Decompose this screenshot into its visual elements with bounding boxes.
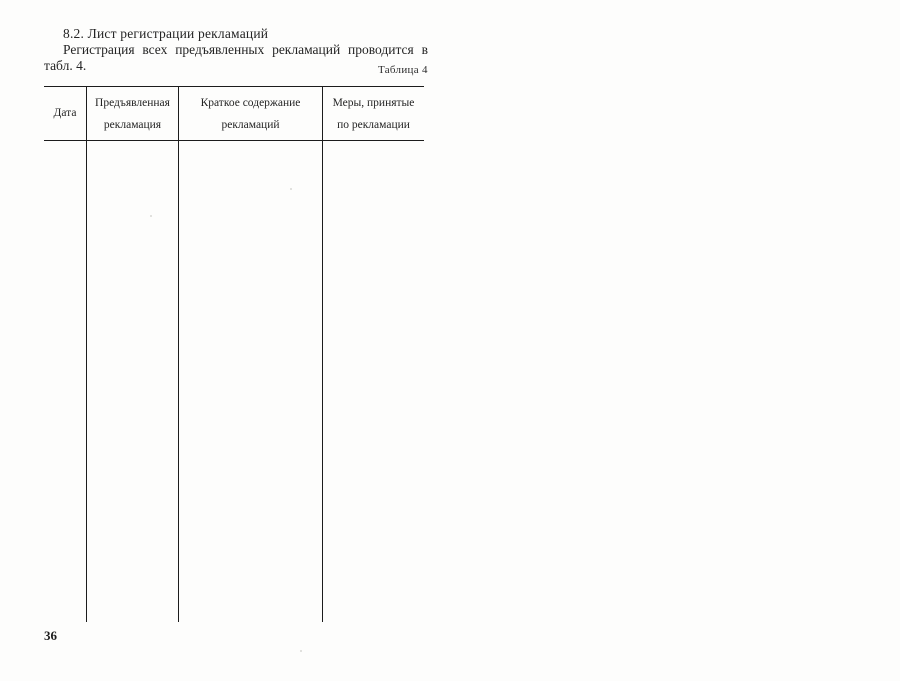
table-header-measures-line1: Меры, принятые bbox=[332, 97, 415, 109]
table-caption: Таблица 4 bbox=[378, 64, 428, 76]
intro-word: в bbox=[421, 42, 428, 57]
scan-speck bbox=[300, 650, 302, 652]
table-column-divider-2 bbox=[178, 86, 179, 622]
table-header-brief-line1: Краткое содержание bbox=[200, 97, 301, 109]
table-header-claim-line1: Предъявленная bbox=[95, 97, 170, 109]
table-top-border bbox=[44, 86, 424, 87]
table-header-claim-line2: рекламация bbox=[103, 119, 162, 131]
intro-word: предъявленных bbox=[175, 42, 265, 57]
table-header-brief-line2: рекламаций bbox=[221, 119, 280, 131]
intro-word: проводится bbox=[348, 42, 414, 57]
intro-word: Регистрация bbox=[63, 42, 135, 57]
table-header-date bbox=[44, 102, 86, 124]
table-header-brief-content bbox=[179, 92, 322, 136]
table-header-claim bbox=[87, 92, 178, 136]
scan-speck bbox=[290, 188, 292, 190]
table-header-measures-line2: по рекламации bbox=[337, 119, 410, 131]
claims-registration-table bbox=[44, 86, 424, 622]
intro-paragraph-line-2: табл. 4. bbox=[44, 58, 87, 73]
table-header-date-line1: Дата bbox=[53, 107, 77, 119]
section-heading: 8.2. Лист регистрации рекламаций bbox=[63, 26, 269, 41]
table-column-divider-3 bbox=[322, 86, 323, 622]
page-number: 36 bbox=[44, 628, 57, 643]
table-header-measures bbox=[323, 92, 424, 136]
table-header-border bbox=[44, 140, 424, 141]
intro-word: всех bbox=[142, 42, 168, 57]
table-column-divider-1 bbox=[86, 86, 87, 622]
intro-word: рекламаций bbox=[272, 42, 341, 57]
scan-speck bbox=[150, 215, 152, 217]
intro-paragraph-line-1 bbox=[63, 42, 428, 58]
